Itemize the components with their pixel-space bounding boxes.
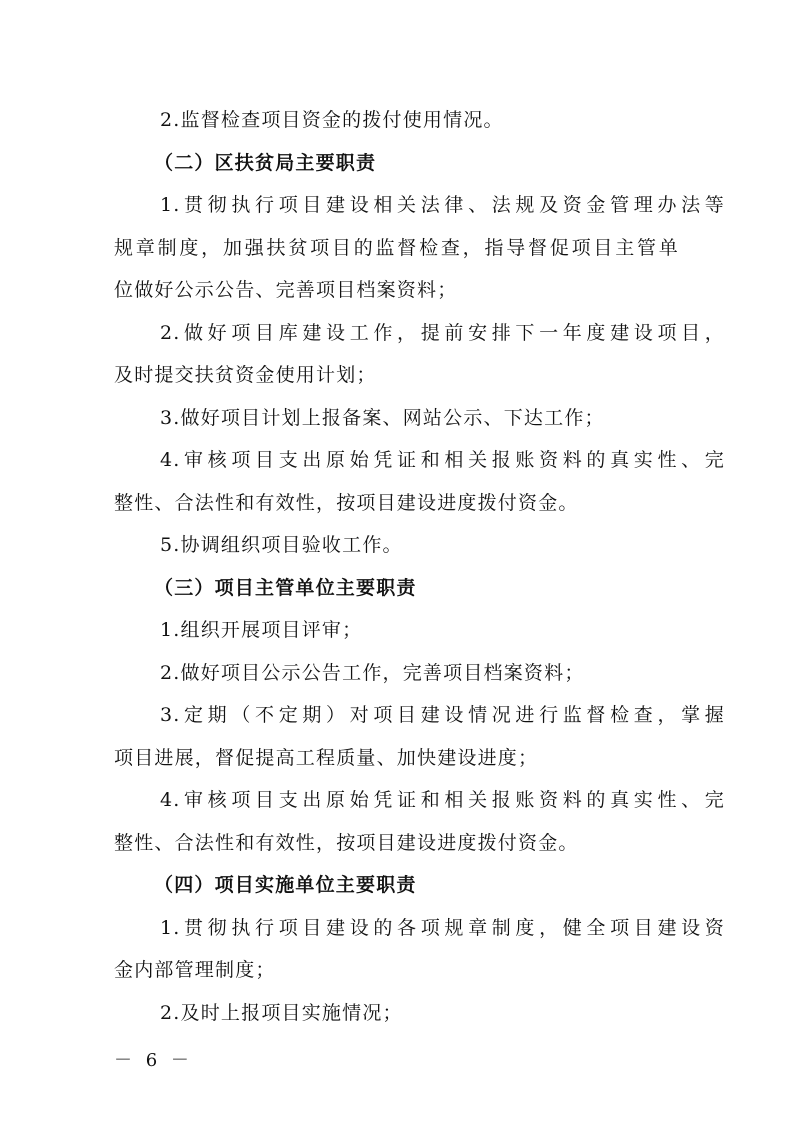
paragraph-line: 金内部管理制度；	[114, 959, 276, 981]
paragraph-line: 1.组织开展项目评审；	[160, 619, 363, 641]
paragraph-line: 5.协调组织项目验收工作。	[160, 534, 403, 556]
section-heading-implementing-unit: （四）项目实施单位主要职责	[154, 874, 417, 896]
paragraph-line: 2.做好项目公示公告工作，完善项目档案资料；	[160, 661, 585, 684]
paragraph-line: 4.审核项目支出原始凭证和相关报账资料的真实性、完	[160, 789, 725, 811]
paragraph-line: 3.做好项目计划上报备案、网站公示、下达工作；	[160, 406, 605, 429]
paragraph-line: 位做好公示公告、完善项目档案资料；	[114, 279, 458, 301]
paragraph-line: 2.及时上报项目实施情况；	[160, 1001, 403, 1024]
paragraph-line: 规章制度，加强扶贫项目的监督检查，指导督促项目主管单	[114, 236, 679, 259]
document-body	[114, 99, 725, 1034]
paragraph-line: 整性、合法性和有效性，按项目建设进度拨付资金。	[114, 491, 579, 514]
section-heading-bureau: （二）区扶贫局主要职责	[154, 151, 377, 174]
paragraph-line: 及时提交扶贫资金使用计划；	[114, 364, 377, 386]
paragraph-line: 项目进展，督促提高工程质量、加快建设进度；	[114, 746, 539, 769]
page-number: － 6 －	[114, 1050, 193, 1071]
paragraph-line: 3.定期（不定期）对项目建设情况进行监督检查，掌握	[160, 704, 725, 726]
paragraph-line: 2.做好项目库建设工作，提前安排下一年度建设项目，	[160, 321, 725, 344]
paragraph-line: 整性、合法性和有效性，按项目建设进度拨付资金。	[114, 831, 579, 854]
paragraph-line: 4.审核项目支出原始凭证和相关报账资料的真实性、完	[160, 449, 725, 471]
section-heading-competent-unit: （三）项目主管单位主要职责	[154, 576, 417, 599]
paragraph-line: 1.贯彻执行项目建设的各项规章制度，健全项目建设资	[160, 916, 725, 939]
paragraph-line: 2.监督检查项目资金的拨付使用情况。	[160, 109, 504, 131]
paragraph-line: 1.贯彻执行项目建设相关法律、法规及资金管理办法等	[160, 194, 725, 216]
